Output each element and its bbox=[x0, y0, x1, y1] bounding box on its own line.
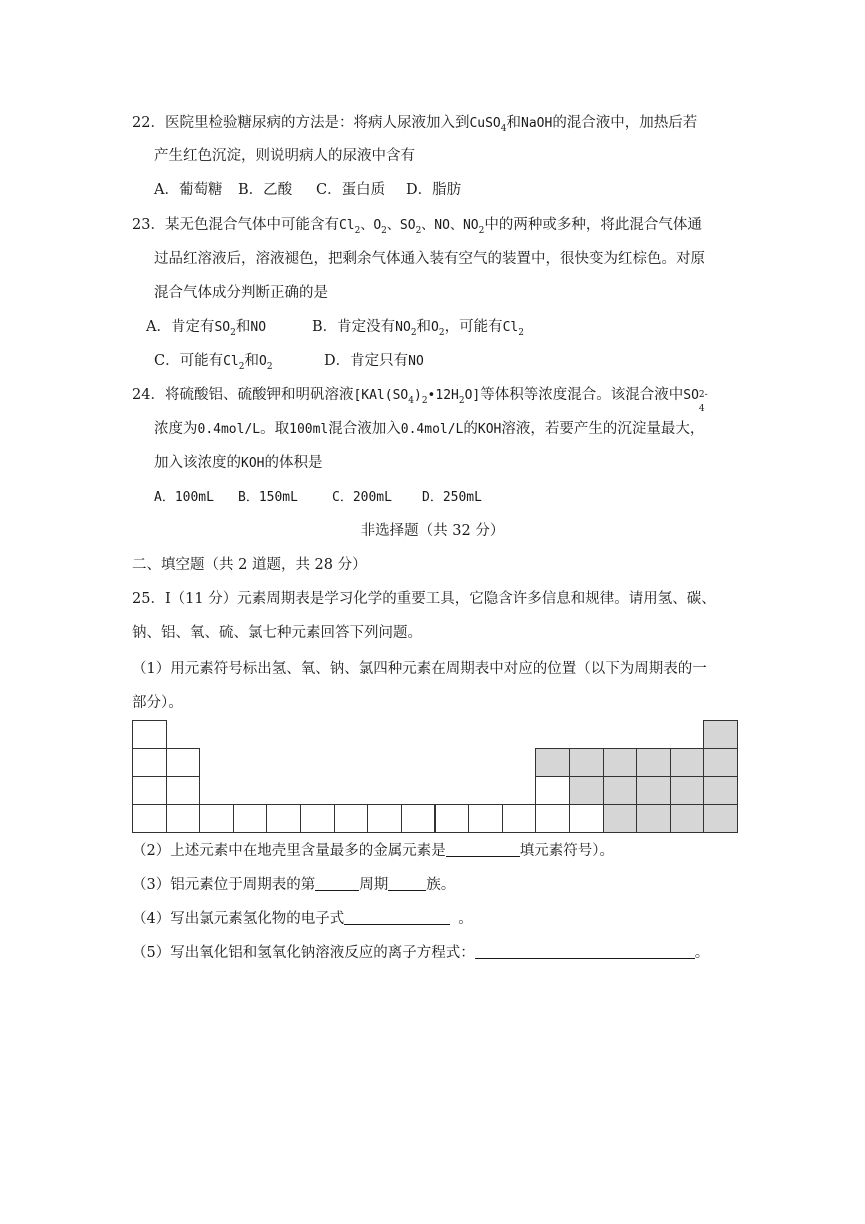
periodic-table-cell bbox=[468, 804, 503, 833]
option-b: B．150mL bbox=[238, 490, 298, 505]
option-a: A．葡萄糖 bbox=[154, 182, 223, 198]
periodic-table-cell bbox=[569, 776, 604, 805]
answer-blank[interactable] bbox=[475, 944, 695, 959]
section-title: 非选择题（共 32 分） bbox=[360, 523, 505, 539]
periodic-table-cell bbox=[166, 748, 201, 777]
question-22-options bbox=[154, 180, 461, 200]
periodic-table-cell bbox=[636, 748, 671, 777]
question-23-options-cd bbox=[154, 351, 424, 372]
question-24-line-2: 浓度为0.4mol/L。取100ml混合液加入0.4mol/L的KOH溶液，若要产生的沉淀量最大， bbox=[154, 421, 705, 437]
question-number: 22． bbox=[132, 115, 165, 131]
option-b: B．乙酸 bbox=[238, 182, 293, 198]
question-24-line-3: 加入该浓度的KOH的体积是 bbox=[154, 455, 323, 471]
periodic-table-cell bbox=[603, 804, 638, 833]
question-number: 23． bbox=[132, 217, 165, 233]
periodic-table-cell bbox=[703, 748, 738, 777]
periodic-table-cell bbox=[502, 804, 537, 833]
periodic-table-fragment bbox=[132, 720, 737, 832]
periodic-table-cell bbox=[435, 804, 470, 833]
periodic-table-cell bbox=[367, 804, 402, 833]
periodic-table-cell bbox=[166, 776, 201, 805]
periodic-table-cell bbox=[166, 804, 201, 833]
question-23-options-ab bbox=[146, 317, 524, 338]
periodic-table-cell bbox=[535, 748, 570, 777]
periodic-table-cell bbox=[670, 776, 705, 805]
option-d: D．肯定只有NO bbox=[324, 353, 424, 369]
option-d: D．脂肪 bbox=[406, 182, 462, 198]
periodic-table-cell bbox=[703, 720, 738, 749]
periodic-table-cell bbox=[334, 804, 369, 833]
periodic-table-cell bbox=[703, 804, 738, 833]
periodic-table-cell bbox=[636, 776, 671, 805]
question-25-sub-2: （2）上述元素中在地壳里含量最多的金属元素是 填元素符号）。 bbox=[132, 843, 614, 859]
periodic-table-cell bbox=[603, 748, 638, 777]
periodic-table-cell bbox=[132, 776, 167, 805]
periodic-table-cell bbox=[670, 804, 705, 833]
question-25-sub-4: （4）写出氯元素氢化物的电子式 。 bbox=[132, 911, 473, 927]
option-a: A．肯定有$SO_2$和NO bbox=[146, 319, 267, 338]
answer-blank-period[interactable] bbox=[315, 876, 359, 891]
option-c: C．200mL bbox=[332, 490, 392, 505]
question-24-options bbox=[154, 487, 482, 508]
question-25-sub-1-line-1: （1）用元素符号标出氢、氧、钠、氯四种元素在周期表中对应的位置（以下为周期表的一 bbox=[132, 661, 707, 677]
periodic-table-cell bbox=[132, 804, 167, 833]
periodic-table-cell bbox=[636, 804, 671, 833]
option-b: B．肯定没有$NO_2$和$O_2$，可能有$Cl_2$ bbox=[312, 319, 524, 338]
periodic-table-cell bbox=[603, 776, 638, 805]
periodic-table-cell bbox=[132, 720, 167, 749]
question-25-sub-3: （3）铝元素位于周期表的第 周期 族。 bbox=[132, 877, 456, 893]
question-number: 24． bbox=[132, 387, 165, 403]
question-23-line-3: 混合气体成分判断正确的是 bbox=[154, 285, 328, 301]
question-22-line-1: 22．医院里检验糖尿病的方法是：将病人尿液加入到CuSO$_4$和NaOH的混合液中，加热后若 bbox=[132, 115, 698, 134]
question-24-line-1: 24．将硫酸铝、硫酸钾和明矾溶液$[KAl(SO_4)_2•12H_2O]$等体积等浓度混合。该混合液中SO 2- 4 bbox=[132, 387, 708, 414]
answer-blank-group[interactable] bbox=[388, 876, 426, 891]
option-a: A．100mL bbox=[154, 490, 214, 505]
periodic-table-cell bbox=[266, 804, 301, 833]
answer-blank[interactable] bbox=[344, 910, 450, 925]
option-d: D．250mL bbox=[422, 490, 482, 505]
periodic-table-cell bbox=[132, 748, 167, 777]
periodic-table-cell bbox=[569, 804, 604, 833]
periodic-table-cell bbox=[233, 804, 268, 833]
periodic-table-cell bbox=[535, 804, 570, 833]
periodic-table-cell bbox=[199, 804, 234, 833]
periodic-table-cell bbox=[401, 804, 436, 833]
answer-blank[interactable] bbox=[446, 842, 520, 857]
question-22-line-2: 产生红色沉淀，则说明病人的尿液中含有 bbox=[154, 148, 415, 164]
question-number: 25． bbox=[132, 591, 165, 607]
periodic-table-cell bbox=[535, 776, 570, 805]
question-25-sub-1-line-2: 部分）。 bbox=[132, 695, 183, 711]
periodic-table-cell bbox=[670, 748, 705, 777]
periodic-table-cell bbox=[300, 804, 335, 833]
periodic-table-cell bbox=[703, 776, 738, 805]
question-25-sub-5: （5）写出氧化铝和氢氧化钠溶液反应的离子方程式： 。 bbox=[132, 945, 710, 961]
part-2-heading: 二、填空题（共 2 道题，共 28 分） bbox=[132, 557, 367, 573]
periodic-table-cell bbox=[569, 748, 604, 777]
question-25-line-1: 25．Ⅰ（11 分）元素周期表是学习化学的重要工具，它隐含许多信息和规律。请用氢、碳、 bbox=[132, 591, 716, 607]
option-c: C．可能有$Cl_2$和$O_2$ bbox=[154, 353, 273, 372]
question-23-line-1: 23．某无色混合气体中可能含有$Cl_2$、$O_2$、$SO_2$、NO、$NO_2$中的两种或多种，将此混合气体通 bbox=[132, 217, 702, 236]
question-25-line-2: 钠、铝、氧、硫、氯七种元素回答下列问题。 bbox=[132, 625, 422, 641]
question-23-line-2: 过品红溶液后，溶液褪色，把剩余气体通入装有空气的装置中，很快变为红棕色。对原 bbox=[154, 251, 705, 267]
option-c: C．蛋白质 bbox=[316, 182, 386, 198]
